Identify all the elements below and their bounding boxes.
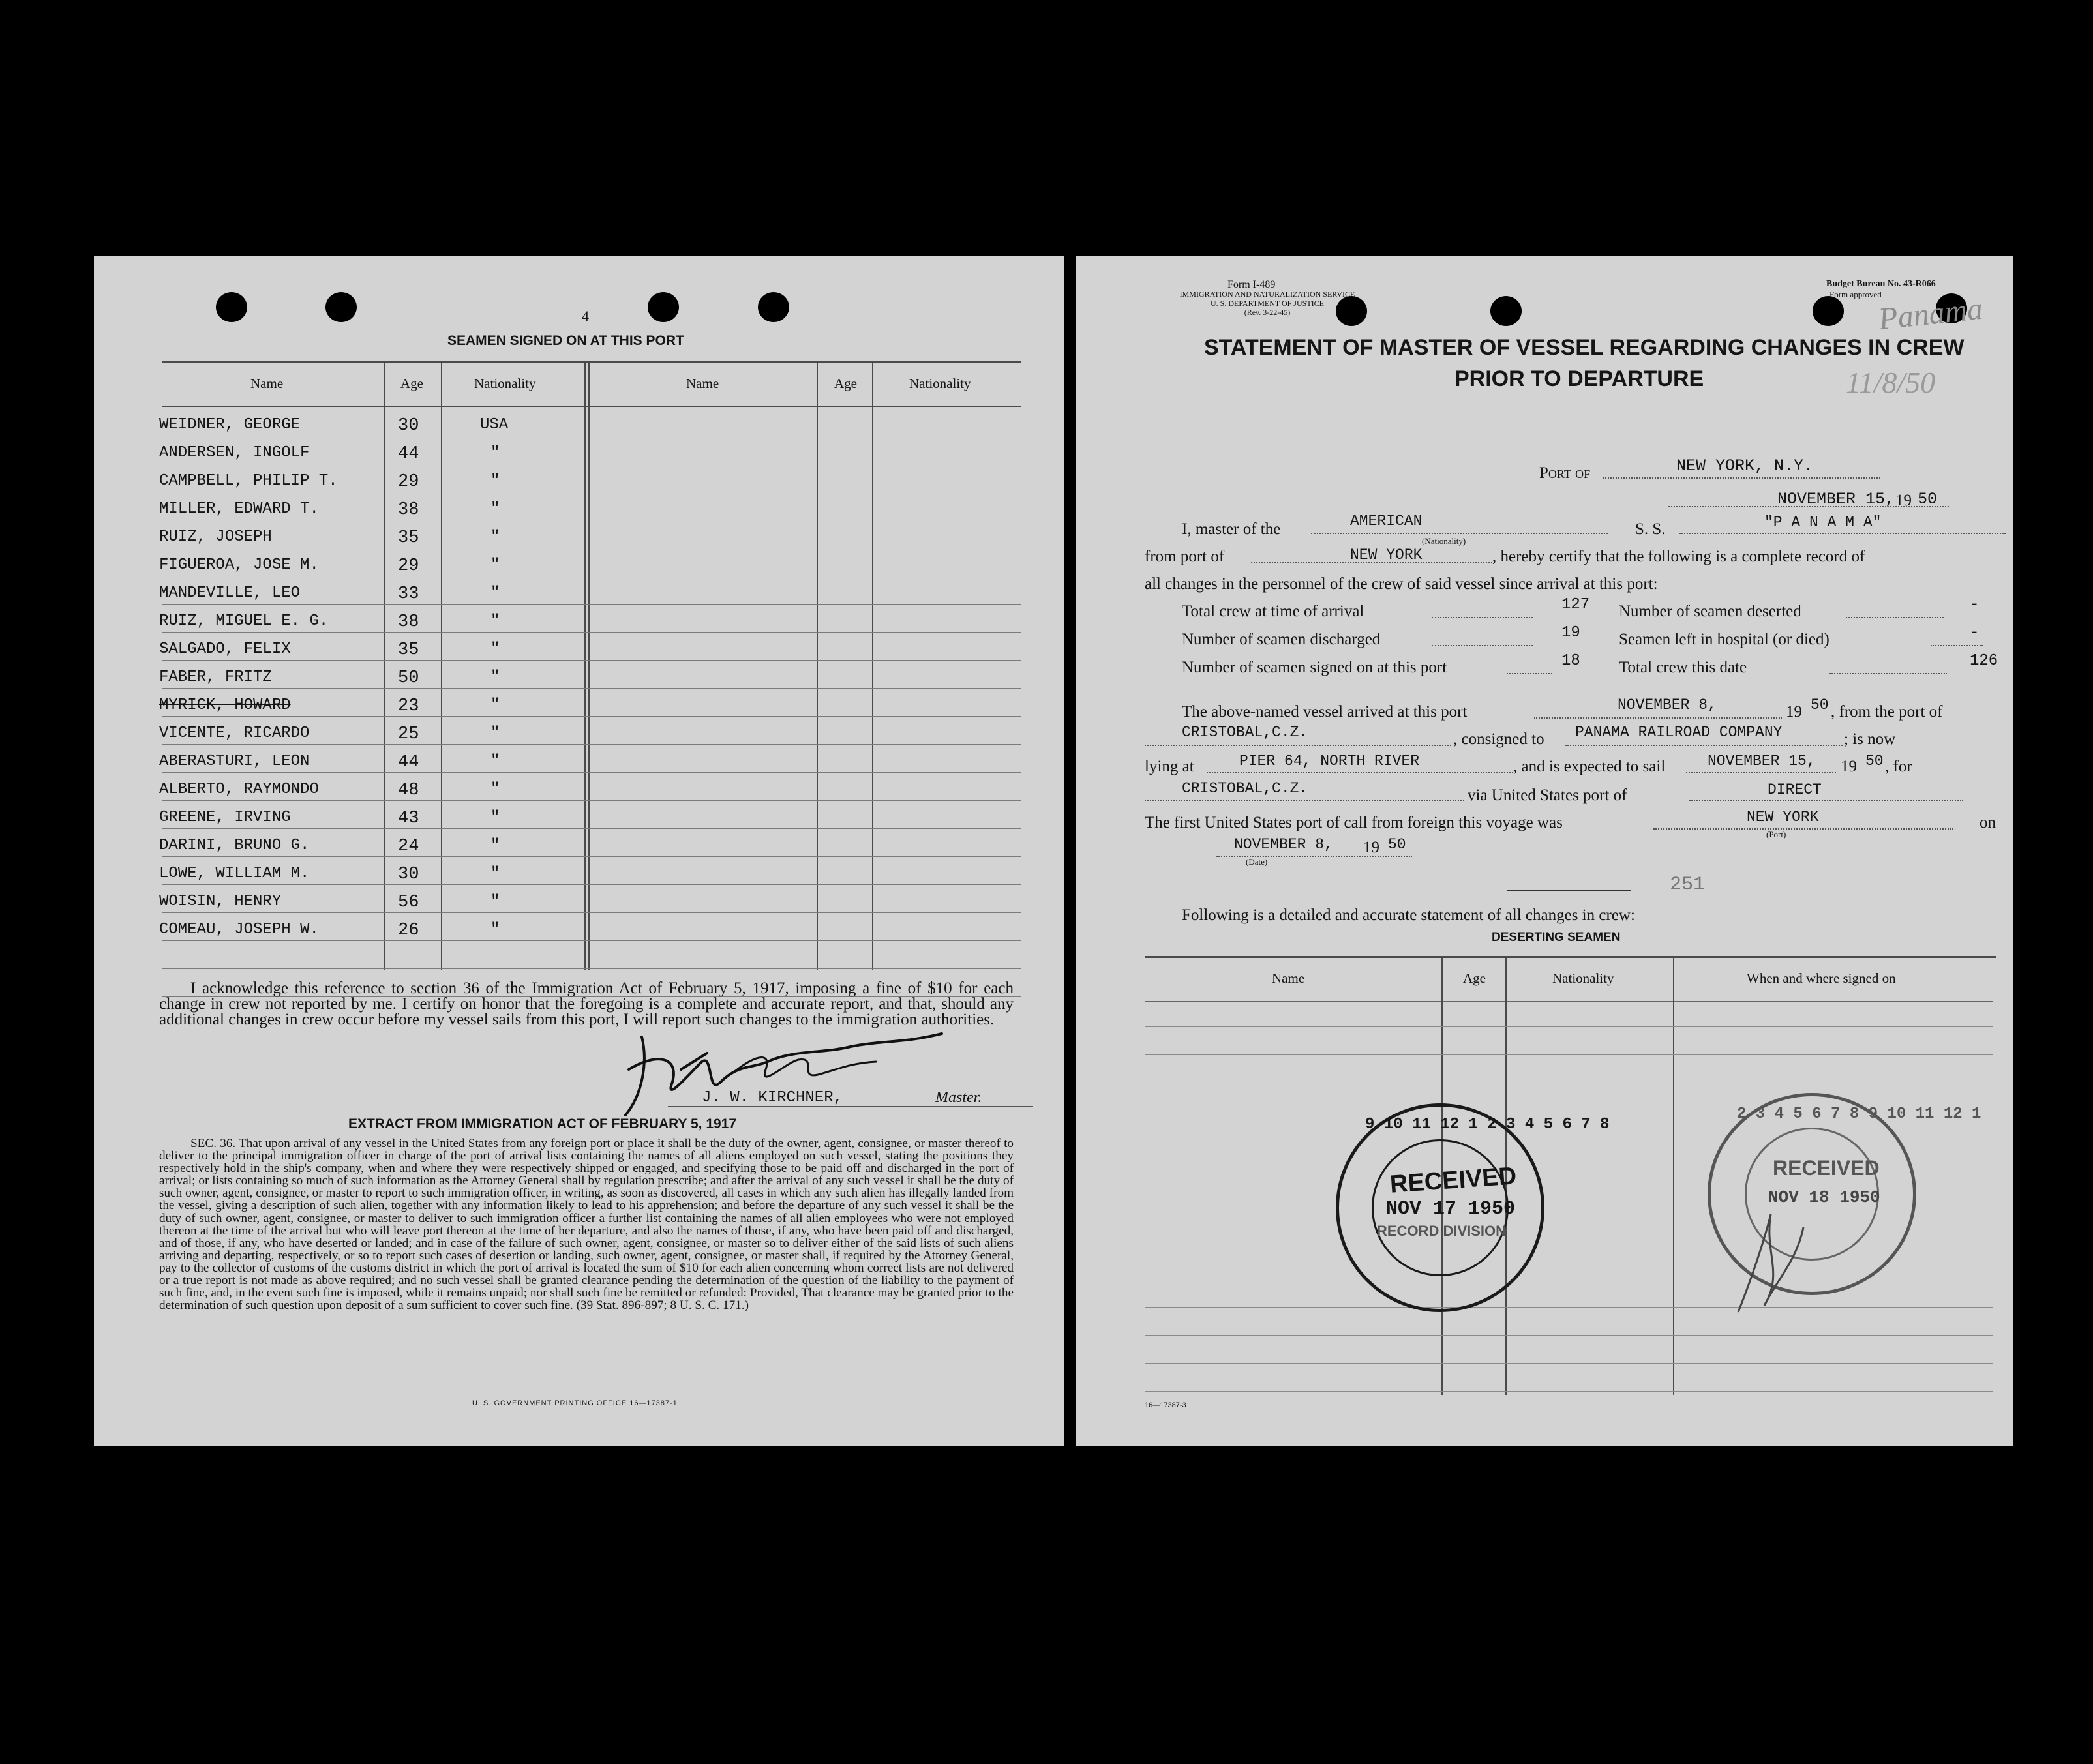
seaman-name: LOWE, WILLIAM M. xyxy=(159,865,310,882)
deserting-header-when-where: When and where signed on xyxy=(1747,970,1896,986)
form-number: Form I-489 xyxy=(1227,279,1276,290)
is-now-label: ; is now xyxy=(1844,730,1896,748)
seaman-name: RUIZ, MIGUEL E. G. xyxy=(159,612,329,630)
date-line xyxy=(1668,506,1949,507)
seaman-age: 44 xyxy=(398,753,419,772)
page-stamp-number: 251 xyxy=(1670,874,1706,896)
column-header-name: Name xyxy=(686,376,719,391)
seaman-name: RUIZ, JOSEPH xyxy=(159,528,272,546)
seaman-age: 50 xyxy=(398,668,419,688)
stat-label: Number of seamen deserted xyxy=(1619,603,1801,620)
seaman-name: FABER, FRITZ xyxy=(159,668,272,686)
seaman-name: DARINI, BRUNO G. xyxy=(159,837,310,854)
extract-text: SEC. 36. That upon arrival of any vessel in the United States from any foreign port or place it shall be the duty of the owner, agent, consignee, or master thereof to deliver to the principal immigration officer in charge of the port of arrival lists containing the names of all aliens employed on such vessel, stating the positions they respectively hold in the ship's company, when and where they were respectively shipped or engaged, and specifying those to be paid off and discharged in the port of arrival; or lists containing so much of such information as the Attorney General shall by regulation prescribe; and after the arrival of any such vessel it shall be the duty of such owner, agent, consignee, or master to report to such immigration officer, in writing, as soon as discovered, all cases in which any such alien has illegally landed from the vessel, giving a description of such alien, together with any information likely to lead to his apprehension; and before the departure of any such vessel it shall be the duty of such owner, agent, consignee, or master to deliver to such immigration officer a further list containing the names of all alien employees who were not employed thereon at the time of the arrival but who will leave port thereon at the time of her departure, and also the names of those, if any, who have been paid off and discharged, and of those, if any, who have deserted or landed; and in case of the failure of such owner, agent, consignee, or master so to deliver either of the said lists of such aliens arriving and departing, respectively, or so to report such cases of desertion or landing, such owner, agent, consignee, or master shall, if required by the Attorney General, pay to the collector of customs of the customs district in which the port of arrival is located the sum of $10 for each alien concerning whom correct lists are not delivered or a true report is not made as above required; and no such vessel shall be granted clearance pending the determination of the question of the liability to the payment of such fine, and, in the event such fine is imposed, while it remains unpaid; nor shall such fine be remitted or refunded: Provided, That clearance may be granted prior to the determination of such question upon deposit of a sum sufficient to cover such fine. (39 Stat. 896-897; 8 U. S. C. 171.) xyxy=(159,1137,1014,1313)
row-rule xyxy=(162,604,1021,605)
seaman-age: 33 xyxy=(398,584,419,604)
deserting-header-age: Age xyxy=(1463,970,1486,986)
nationality-caption: (Nationality) xyxy=(1422,536,1466,546)
row-rule xyxy=(162,632,1021,633)
seaman-nationality: " xyxy=(490,444,500,462)
right-page xyxy=(1076,256,2013,1446)
stat-label: Total crew at time of arrival xyxy=(1182,603,1364,620)
column-header-age: Age xyxy=(400,376,423,391)
master-title: Master. xyxy=(935,1089,982,1106)
report-year-prefix: 19 xyxy=(1895,492,1912,509)
first-year: 50 xyxy=(1388,836,1406,853)
deserting-header-nationality: Nationality xyxy=(1552,970,1614,986)
arrival-date: NOVEMBER 8, xyxy=(1618,696,1717,713)
vessel-name: "P A N A M A" xyxy=(1764,514,1882,531)
seaman-name: WOISIN, HENRY xyxy=(159,893,282,910)
separator-rule xyxy=(1507,890,1631,891)
row-rule xyxy=(162,912,1021,913)
seaman-nationality: " xyxy=(490,809,500,826)
stat-dots xyxy=(1829,673,1947,674)
section-heading: SEAMEN SIGNED ON AT THIS PORT xyxy=(447,333,684,348)
seaman-nationality: " xyxy=(490,893,500,910)
deserting-row-rule xyxy=(1145,1363,1993,1364)
seaman-age: 35 xyxy=(398,640,419,660)
column-header-nationality: Nationality xyxy=(909,376,971,391)
stat-dots xyxy=(1432,645,1533,646)
seaman-age: 38 xyxy=(398,612,419,632)
for-label: , for xyxy=(1885,758,1912,775)
column-divider xyxy=(384,363,385,970)
stat-label: Number of seamen signed on at this port xyxy=(1182,659,1447,676)
lying-label: lying at xyxy=(1145,758,1194,775)
punch-hole xyxy=(216,292,247,322)
row-rule xyxy=(162,660,1021,661)
port-value: NEW YORK, N.Y. xyxy=(1676,456,1814,475)
form-subtitle: PRIOR TO DEPARTURE xyxy=(1454,366,1704,391)
seaman-nationality: " xyxy=(490,921,500,938)
port-label: Port of xyxy=(1539,464,1591,482)
seaman-name: WEIDNER, GEORGE xyxy=(159,416,301,434)
deserting-row-rule xyxy=(1145,1026,1993,1027)
seaman-age: 30 xyxy=(398,865,419,884)
seaman-nationality: " xyxy=(490,781,500,798)
consignee: PANAMA RAILROAD COMPANY xyxy=(1575,724,1783,741)
left-page xyxy=(94,256,1064,1446)
form-title: STATEMENT OF MASTER OF VESSEL REGARDING CHANGES IN CREW xyxy=(1204,335,1965,360)
seaman-name: MANDEVILLE, LEO xyxy=(159,584,301,602)
seaman-name: ALBERTO, RAYMONDO xyxy=(159,781,319,798)
seaman-age: 29 xyxy=(398,556,419,576)
expected-label: , and is expected to sail xyxy=(1513,758,1666,775)
ss-label: S. S. xyxy=(1635,520,1666,538)
page-number: 4 xyxy=(582,308,589,324)
stat-value: 126 xyxy=(1970,652,1998,670)
nationality-line xyxy=(1311,533,1608,534)
seaman-age: 38 xyxy=(398,500,419,520)
destination-line xyxy=(1145,800,1464,801)
from-port-value: NEW YORK xyxy=(1350,546,1423,563)
seaman-age: 26 xyxy=(398,921,419,940)
stat-value: 127 xyxy=(1561,596,1590,614)
stat-dots xyxy=(1507,673,1552,674)
column-divider xyxy=(584,363,586,970)
destination-port: CRISTOBAL,C.Z. xyxy=(1182,780,1308,797)
column-header-nationality: Nationality xyxy=(474,376,536,391)
deserting-row-rule xyxy=(1145,1335,1993,1336)
initials-mark xyxy=(1725,1201,1816,1319)
vessel-nationality: AMERICAN xyxy=(1350,513,1423,530)
stat-dots xyxy=(1432,617,1533,618)
table-header-rule xyxy=(162,406,1021,407)
agency-line: (Rev. 3-22-45) xyxy=(1244,308,1291,317)
row-rule xyxy=(162,688,1021,689)
handwritten-date: 11/8/50 xyxy=(1846,366,1936,399)
seaman-name: GREENE, IRVING xyxy=(159,809,291,826)
extract-title: EXTRACT FROM IMMIGRATION ACT OF FEBRUARY 5, 1917 xyxy=(348,1116,737,1131)
seaman-nationality: " xyxy=(490,753,500,770)
seaman-nationality: " xyxy=(490,837,500,854)
lying-at-value: PIER 64, NORTH RIVER xyxy=(1239,753,1420,770)
row-rule xyxy=(162,772,1021,773)
stat-value: - xyxy=(1970,596,1980,614)
following-text: Following is a detailed and accurate statement of all changes in crew: xyxy=(1182,906,1635,924)
stat-dots xyxy=(1931,645,1983,646)
report-date: NOVEMBER 15, xyxy=(1777,490,1895,509)
printing-office-footer: U. S. GOVERNMENT PRINTING OFFICE 16—17387-1 xyxy=(472,1399,678,1407)
seaman-age: 24 xyxy=(398,837,419,856)
column-header-name: Name xyxy=(250,376,284,391)
first-port-label: The first United States port of call from foreign this voyage was xyxy=(1145,814,1563,831)
row-rule xyxy=(162,800,1021,801)
arrival-year: 50 xyxy=(1811,696,1829,713)
seaman-age: 44 xyxy=(398,444,419,464)
seaman-name: ABERASTURI, LEON xyxy=(159,753,310,770)
seaman-nationality: " xyxy=(490,612,500,630)
seaman-nationality: " xyxy=(490,556,500,574)
via-port: DIRECT xyxy=(1768,781,1822,798)
seaman-age: 43 xyxy=(398,809,419,828)
row-rule xyxy=(162,968,1021,969)
stat-label: Number of seamen discharged xyxy=(1182,631,1381,648)
arrived-label: The above-named vessel arrived at this port xyxy=(1182,703,1468,721)
certify-text: , hereby certify that the following is a complete record of xyxy=(1492,548,1865,565)
seaman-age: 56 xyxy=(398,893,419,912)
row-rule xyxy=(162,884,1021,885)
first-port-line xyxy=(1653,828,1953,830)
seaman-nationality: " xyxy=(490,696,500,714)
stamp-ring-numbers: 9 10 11 12 1 2 3 4 5 6 7 8 xyxy=(1365,1116,1610,1133)
from-port-line xyxy=(1251,562,1492,563)
deserting-heading: DESERTING SEAMEN xyxy=(1492,931,1621,944)
consigned-label: , consigned to xyxy=(1453,730,1544,748)
first-year-prefix: 19 xyxy=(1363,839,1379,856)
seaman-nationality: " xyxy=(490,584,500,602)
sail-year: 50 xyxy=(1865,753,1884,770)
seaman-age: 23 xyxy=(398,696,419,716)
first-port-value: NEW YORK xyxy=(1747,809,1819,826)
origin-line xyxy=(1145,745,1451,746)
report-year: 50 xyxy=(1918,490,1938,509)
arrival-date-line xyxy=(1534,717,1782,719)
stamp-date: NOV 18 1950 xyxy=(1768,1188,1880,1207)
seaman-age: 48 xyxy=(398,781,419,800)
consignee-line xyxy=(1565,745,1843,746)
stamp-division: RECORD DIVISION xyxy=(1377,1223,1507,1239)
seaman-name: MILLER, EDWARD T. xyxy=(159,500,319,518)
seaman-name: CAMPBELL, PHILIP T. xyxy=(159,472,338,490)
sail-year-prefix: 19 xyxy=(1841,758,1857,775)
punch-hole xyxy=(1813,296,1844,326)
received-stamp xyxy=(1336,1103,1610,1312)
column-divider xyxy=(817,363,818,970)
stat-label: Total crew this date xyxy=(1619,659,1747,676)
stat-value: - xyxy=(1970,624,1980,642)
sail-date-line xyxy=(1686,772,1836,773)
first-port-date: NOVEMBER 8, xyxy=(1234,836,1333,853)
row-rule xyxy=(162,716,1021,717)
arrival-year-prefix: 19 xyxy=(1786,703,1802,721)
agency-block xyxy=(1147,290,1388,317)
seaman-nationality: " xyxy=(490,528,500,546)
table-top-rule xyxy=(162,361,1021,363)
origin-port: CRISTOBAL,C.Z. xyxy=(1182,724,1308,741)
from-port-label: from port of xyxy=(1145,548,1225,565)
acknowledgement-text: I acknowledge this reference to section 36 of the Immigration Act of February 5, 1917, imposing a fine of $10 for each change in crew not reported by me. I certify on honor that the foregoing is a complete and accurate report, and that, should any additional changes in crew occur before my vessel sails from this port, I will report such changes to the immigration authorities. xyxy=(159,979,1014,1028)
deserting-col-divider xyxy=(1673,958,1674,1395)
stamp-received: RECEIVED xyxy=(1773,1156,1880,1180)
date-caption: (Date) xyxy=(1246,857,1268,867)
stamp-date: NOV 17 1950 xyxy=(1386,1198,1516,1220)
via-label: via United States port of xyxy=(1468,786,1627,804)
deserting-row-rule xyxy=(1145,1054,1993,1055)
stat-value: 19 xyxy=(1561,624,1580,642)
stamp-ring-numbers: 2 3 4 5 6 7 8 9 10 11 12 1 xyxy=(1737,1105,1981,1123)
deserting-header-rule xyxy=(1145,1001,1993,1002)
column-header-age: Age xyxy=(834,376,857,391)
stat-dots xyxy=(1846,617,1944,618)
row-rule xyxy=(162,856,1021,857)
column-divider xyxy=(588,363,590,970)
seaman-nationality: " xyxy=(490,668,500,686)
punch-hole xyxy=(325,292,357,322)
seaman-name: SALGADO, FELIX xyxy=(159,640,291,658)
form-approved: Form approved xyxy=(1829,290,1882,299)
budget-bureau: Budget Bureau No. 43-R066 xyxy=(1826,279,1936,289)
seaman-age: 29 xyxy=(398,472,419,492)
column-divider xyxy=(441,363,442,970)
master-label: I, master of the xyxy=(1182,520,1281,538)
certify-text-2: all changes in the personnel of the crew of said vessel since arrival at this port: xyxy=(1145,575,1658,593)
seaman-nationality: " xyxy=(490,865,500,882)
form-footer: 16—17387-3 xyxy=(1145,1401,1186,1409)
handwritten-vessel: Panama xyxy=(1876,291,1985,337)
port-caption: (Port) xyxy=(1766,830,1786,839)
seaman-age: 25 xyxy=(398,725,419,744)
deserting-table-top xyxy=(1145,956,1996,958)
port-line xyxy=(1603,477,1880,479)
seaman-name: ANDERSEN, INGOLF xyxy=(159,444,310,462)
seaman-name: MYRICK, HOWARD xyxy=(159,696,291,714)
deserting-row-rule xyxy=(1145,1391,1993,1392)
seaman-age: 35 xyxy=(398,528,419,548)
signature-line xyxy=(668,1106,1033,1107)
stat-label: Seamen left in hospital (or died) xyxy=(1619,631,1829,648)
via-port-line xyxy=(1689,800,1963,801)
seaman-nationality: " xyxy=(490,472,500,490)
stat-value: 18 xyxy=(1561,652,1580,670)
seaman-age: 30 xyxy=(398,416,419,436)
seaman-name: VICENTE, RICARDO xyxy=(159,725,310,742)
row-rule xyxy=(162,940,1021,941)
row-rule xyxy=(162,744,1021,745)
agency-line: IMMIGRATION AND NATURALIZATION SERVICE xyxy=(1179,290,1355,299)
seaman-nationality: " xyxy=(490,725,500,742)
stamp-received: RECEIVED xyxy=(1389,1162,1518,1199)
lying-at-line xyxy=(1207,772,1513,773)
on-label: on xyxy=(1980,814,1996,831)
master-name: J. W. KIRCHNER, xyxy=(702,1089,843,1107)
seaman-name: COMEAU, JOSEPH W. xyxy=(159,921,319,938)
punch-hole xyxy=(648,292,679,322)
seaman-nationality: USA xyxy=(480,416,509,434)
from-the-port-label: , from the port of xyxy=(1831,703,1943,721)
vessel-line xyxy=(1679,533,2006,534)
master-signature xyxy=(603,1024,1059,1122)
punch-hole xyxy=(1490,296,1522,326)
sail-date: NOVEMBER 15, xyxy=(1708,753,1816,770)
deserting-row-rule xyxy=(1145,1307,1993,1308)
agency-line: U. S. DEPARTMENT OF JUSTICE xyxy=(1211,299,1324,308)
row-rule xyxy=(162,828,1021,829)
deserting-header-name: Name xyxy=(1272,970,1305,986)
seaman-nationality: " xyxy=(490,500,500,518)
column-divider xyxy=(872,363,873,970)
seaman-name: FIGUEROA, JOSE M. xyxy=(159,556,319,574)
punch-hole xyxy=(758,292,789,322)
seaman-nationality: " xyxy=(490,640,500,658)
